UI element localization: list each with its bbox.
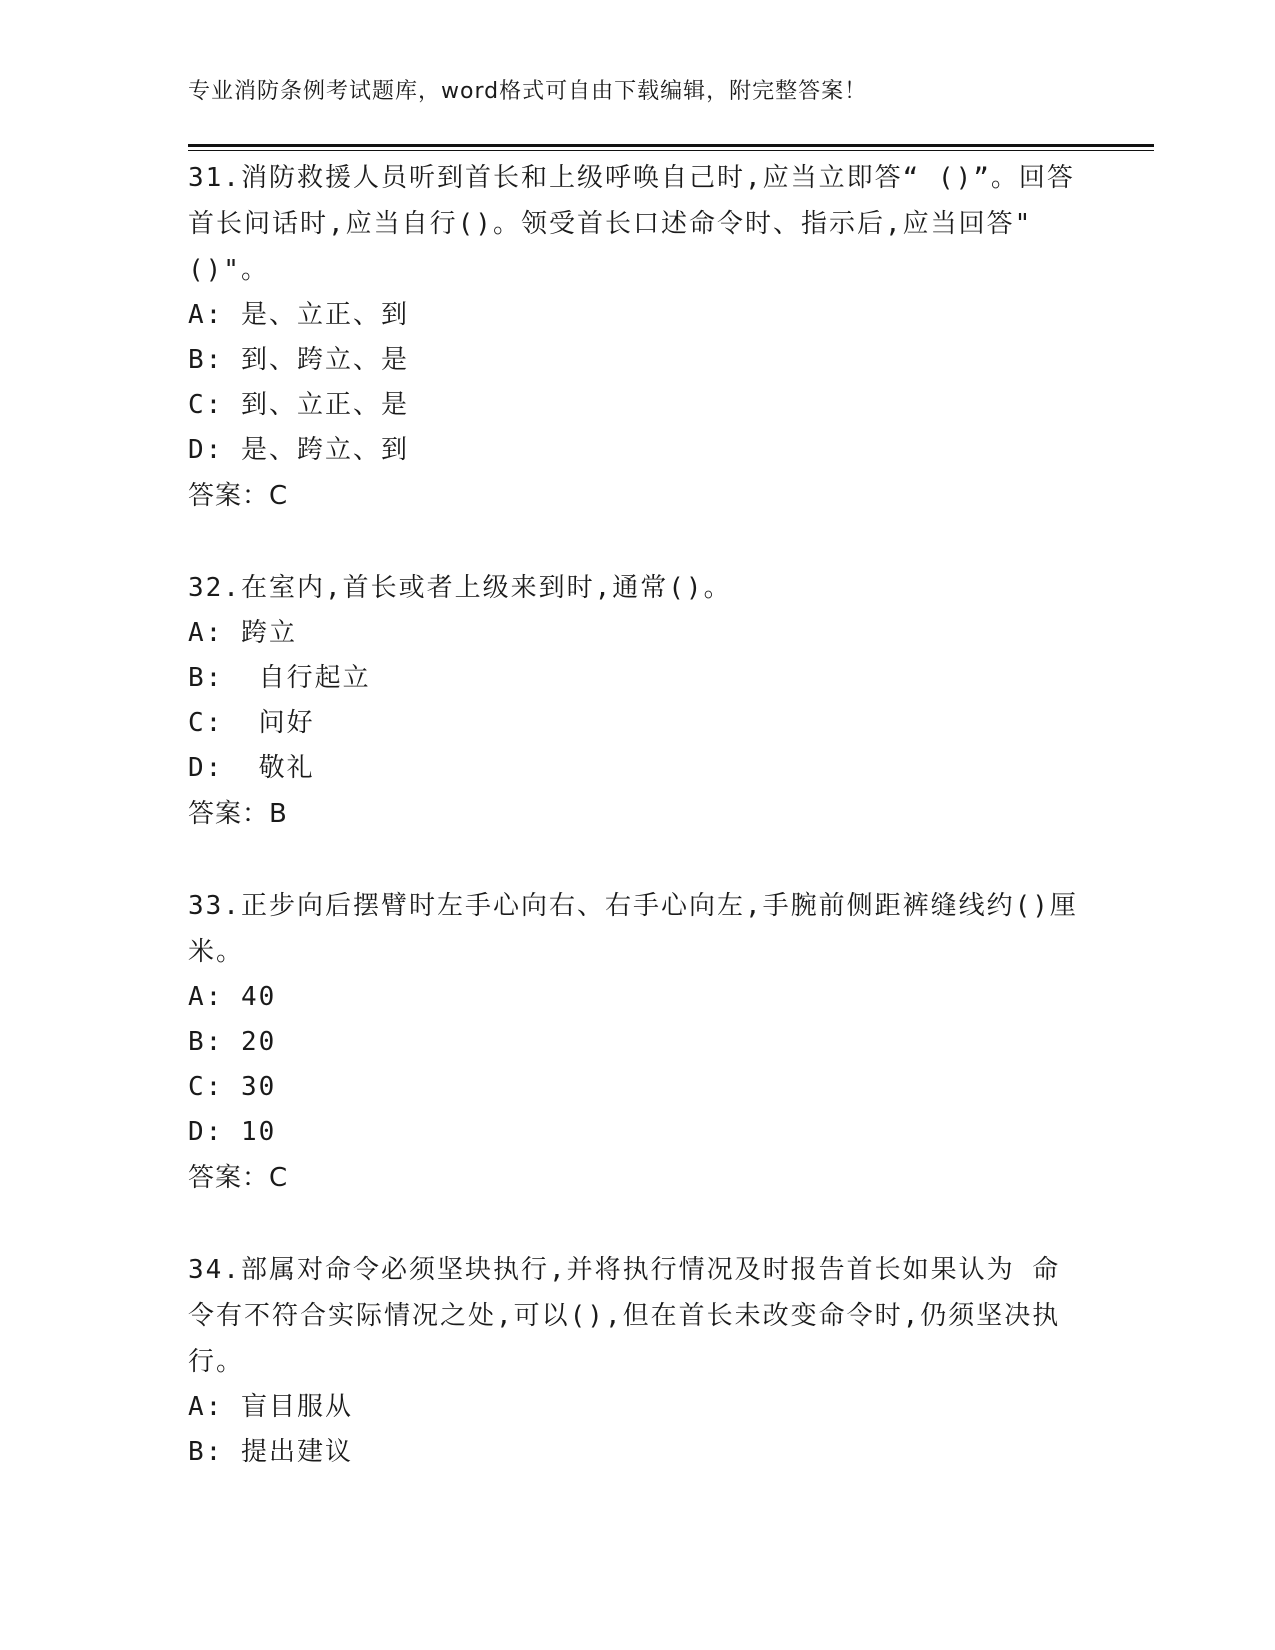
header-rule-thick [188, 144, 1154, 147]
header-rule-thin [188, 150, 1154, 151]
option-a: A: 跨立 [188, 618, 297, 648]
question-33 [188, 883, 1088, 1201]
question-32 [188, 565, 1088, 837]
option-a: A: 是、立正、到 [188, 300, 409, 330]
option-b: B: 提出建议 [188, 1437, 353, 1467]
option-b: B: 自行起立 [188, 663, 371, 693]
question-34 [188, 1247, 1088, 1475]
option-a: A: 40 [188, 982, 277, 1012]
option-b: B: 到、跨立、是 [188, 345, 409, 375]
option-d: D: 是、跨立、到 [188, 435, 409, 465]
option-c: C: 30 [188, 1072, 277, 1102]
question-text: 31.消防救援人员听到首长和上级呼唤自己时,应当立即答“ ()”。回答首长问话时,应当自行()。领受首长口述命令时、指示后,应当回答"()"。 [188, 163, 1075, 285]
option-a: A: 盲目服从 [188, 1392, 353, 1422]
answer: 答案：C [188, 1163, 289, 1193]
answer: 答案：C [188, 481, 289, 511]
question-list [188, 155, 1088, 1521]
option-d: D: 敬礼 [188, 753, 315, 783]
page-header: 专业消防条例考试题库，word格式可自由下载编辑，附完整答案！ [188, 79, 868, 104]
option-b: B: 20 [188, 1027, 277, 1057]
answer: 答案：B [188, 799, 288, 829]
option-d: D: 10 [188, 1117, 277, 1147]
question-text: 33.正步向后摆臂时左手心向右、右手心向左,手腕前侧距裤缝线约()厘米。 [188, 891, 1078, 967]
question-text: 32.在室内,首长或者上级来到时,通常()。 [188, 573, 732, 603]
option-c: C: 问好 [188, 708, 315, 738]
question-31 [188, 155, 1088, 519]
option-c: C: 到、立正、是 [188, 390, 409, 420]
question-text: 34.部属对命令必须坚块执行,并将执行情况及时报告首长如果认为 命令有不符合实际情况之处,可以(),但在首长未改变命令时,仍须坚决执行。 [188, 1255, 1061, 1377]
